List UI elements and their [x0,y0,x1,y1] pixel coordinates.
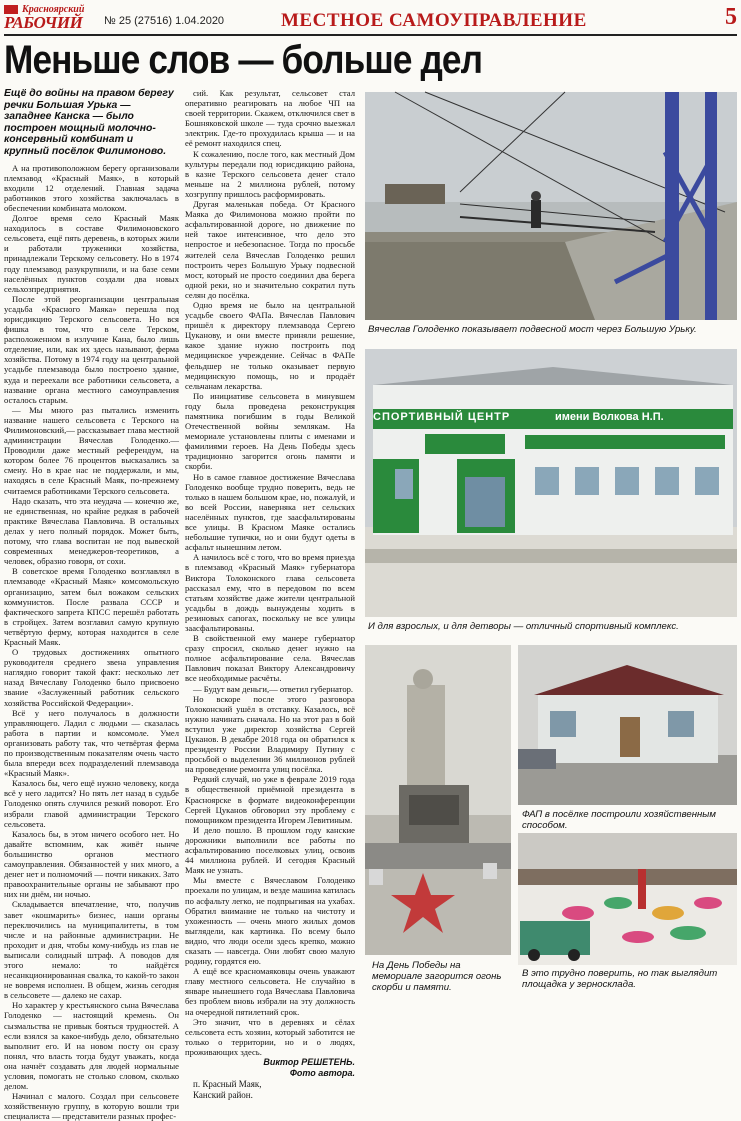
section-title: МЕСТНОЕ САМОУПРАВЛЕНИЕ [281,10,587,31]
column-1-paragraph: Но характер у крестьянского сына Вячеслава Голоденко — настоящий кремень. Он сызмальства не привык бояться трудностей. А если взялся за какое-нибудь дело, обязательно выполнит его. И на новом посту он сразу понял, что власть тогда будут уважать, когда она начнёт создавать для людей нормальные условия, помогать не столько словом, сколько делом. [4,1000,179,1092]
column-1-paragraph: Надо сказать, что эта неудача — конечно же, не единственная, но крайне редкая в рабочей практике Вячеслава Павловича. В остальных делах у него полный порядок. Может быть, потому, что глава воспитан не под вывеской современных менеджеров-теоретиков, а человек, образно говоря, от сохи. [4,495,179,567]
memorial-photo[interactable] [365,645,511,955]
photo-credit: Фото автора. [289,1068,355,1078]
sports-center-photo[interactable] [365,349,737,617]
column-1-paragraph: Казалось бы, в этом ничего особого нет. Но давайте вспомним, как живёт нынче большинство органов местного самоуправления. Обязанностей у них много, а денег нет и полномочий — почти никаких. Зато правоохранительные органы не забывают про них ни днём, ни ночью. [4,828,179,900]
column-2-paragraph: Одно время не было на центральной усадьбе своего ФАПа. Вячеслав Павлович пришёл к директору племзавода Сергею Цуканову, и они вместе приняли решение, какое здание нужно построить под медицинское учреждение. Сейчас в ФАПе фельдшер не только оказывает первую медицинскую помощь, но и продаёт сельчанам лекарства. [185,299,355,391]
article-lead: Ещё до войны на правом берегу речки Большая Урька — западнее Канска — было построен мощный молочно-консервный комбинат и крупный посёлок Филимоново. [4,88,174,157]
playground-caption: В это трудно поверить, но так выглядит площадка у зерносклада. [522,968,718,990]
column-2-paragraph: По инициативе сельсовета в минувшем году была проведена реконструкция памятника погибшим в годы Великой Отечественной войны землякам. На мемориале установлены плиты с именами и фамилиями героев. На День Победы здесь традиционно загорится огонь памяти и скорби. [185,390,355,472]
column-1-paragraph: Казалось бы, чего ещё нужно человеку, когда всё у него ладится? Но пять лет назад в судьбе Голоденко опять случился резкий поворот. Его избрали главой администрации Терского сельсовета. [4,778,179,829]
column-2-paragraph: Мы вместе с Вячеславом Голоденко проехали по улицам, и везде машина катилась по асфальту легко, не подпрыгивая на ухабах. Обратил внимание не только на чистоту и ухоженность — очень много жилых домов выглядели, как картинка. По всему было видно, что люди осели здесь крепко, можно сказать — навсегда. Они любят свою малую родину, гордятся ею. [185,875,355,967]
sports-sign-right: имени Волкова Н.П. [555,411,664,423]
sports-sign-left: СПОРТИВНЫЙ ЦЕНТР [373,411,511,423]
column-1-paragraph: О трудовых достижениях опытного руководителя среднего звена управления наглядно говорит такой факт: несколько лет назад Вячеславу Голоденко было присвоено звание «Заслуженный работник сельского хозяйства Российской Федерации». [4,647,179,708]
column-2-paragraph: сий. Как результат, сельсовет стал оперативно реагировать на любое ЧП на своей территории. Скажем, отключился свет в Бошняковской школе — туда срочно выезжал электрик. Где-то прохудилась крыша — и на её ремонт находился спец. [185,88,355,149]
article-column-2 [185,88,355,1100]
logo-line2: РАБОЧИЙ [4,13,83,32]
masthead [4,4,737,34]
column-2-body [185,88,355,1057]
bridge-photo[interactable] [365,92,737,320]
column-1-paragraph: — Мы много раз пытались изменить название нашего сельсовета с Терского на Филимоновский,— рассказывает глава местной администрации Вячеслав Голоденко.— Проводили даже местный референдум, на котором более 76 процентов высказались за смену. Но в крае нас не поддержали, и мы, находясь в селе Красный Маяк, по-прежнему считаемся работниками Терского сельсовета. [4,404,179,496]
article-headline: Меньше слов — больше дел [4,38,483,82]
article-column-1 [4,88,179,1121]
column-2-paragraph: А начилось всё с того, что во время приезда в племзавод «Красный Маяк» губернатора Виктора Толоконского глава сельсовета рассказал ему, что в передовом по всем статьям хозяйстве даже жители центральной усадьбы в дождь вынуждены ходить в резиновых сапогах, поскольку не все улицы заасфальтированы. [185,552,355,633]
column-2-paragraph: Другая маленькая победа. От Красного Маяка до Филимонова можно пройти по асфальтированной дороге, но движение по ней такое интенсивное, что дело это непростое и небезопасное. Тогда по просьбе жителей села Вячеслав Голоденко решил построить через Большую Урьку подвесной мост, который не просто соединил два берега одной реки, но и значительно сократил путь селян до посёлка. [185,199,355,300]
column-1-paragraph: Всё у него получалось в должности управляющего. Ладил с людьми — сказалась работа в партии и комсомоле. Умел организовать работу так, что четвёртая ферма по производственным показателям очень часто была впереди всех подразделений племзавода «Красный Маяк». [4,707,179,779]
fap-caption: ФАП в посёлке построили хозяйственным способом. [522,809,716,831]
column-1-paragraph: А на противоположном берегу организовали племзавод «Красный Маяк», в который входили 12 отделений. Главная задача работников этого хозяйства заключалась в обеспечении комбината молоком. [4,162,179,213]
fap-photo[interactable] [518,645,737,805]
logo-line1: Красноярский [22,4,85,15]
column-2-paragraph: А ещё все красномаяковцы очень уважают главу местного сельсовета. Не случайно в январе нынешнего года Вячеслава Павловича без проблем вновь избрали на эту должность на очередной пятилетний срок. [185,966,355,1017]
column-2-paragraph: — Будут вам деньги,— ответил губернатор. [193,683,354,694]
bridge-caption: Вячеслав Голоденко показывает подвесной мост через Большую Урьку. [368,324,697,335]
playground-photo[interactable] [518,833,737,965]
column-2-paragraph: К сожалению, после того, как местный Дом культуры передали под юрисдикцию района, в казне Терского сельсовета денег стало меньше на 2 миллиона рублей, потому хозгруппу пришлось расформировать. [185,148,355,199]
column-1-paragraph: После этой реорганизации центральная усадьба «Красного Маяка» перешла под юрисдикцию Терского сельсовета. Но вся фишка в том, что в селе Терском, расположенном в излучине Кана, было лишь отделение, или, как их здесь называют, ферма хозяйства. Потому в 1974 году на центральной усадьбе племзавода было построено здание, куда и переехали все работники сельсовета, а название органа местного самоуправления осталось старым. [4,293,179,405]
column-2-paragraph: И дело пошло. В прошлом году канские дорожники выполнили все работы по асфальтированию поселковых улиц, освоив 44 миллиона рублей. И сегодня Красный Маяк не узнать. [185,824,355,876]
issue-info: № 25 (27516) 1.04.2020 [104,15,225,27]
column-2-paragraph: Но вскоре после этого разговора Толоконский ушёл в отставку. Казалось, всё нужно начинать сначала. Но на этот раз в бой вступил уже директор хозяйства Сергей Цуканов. В декабре 2018 года он обратился к президенту России Владимиру Путину с просьбой о выделении 36 миллионов рублей на проведение ремонта улиц посёлка. [185,693,355,775]
column-1-paragraph: В советское время Голоденко возглавлял в племзаводе «Красный Маяк» комсомольскую организацию, затем был вожаком сельских коммунистов. После развала СССР и фактического запрета КПСС перешёл работать в стройцех. Затем возглавил самую крупную четвёртую ферму, которая находится в селе Красный Маяк. [4,566,179,647]
page-number: 5 [725,4,737,30]
column-1-paragraph: Складывается впечатление, что, получив завет «кошмарить» бизнес, наши органы переключились на муниципалитеты, в том числе и на районные администрации. Не проходит и дня, чтобы кому-нибудь из глав не выписали солидный штраф. А поводов для этого немало: то найдётся несанкционированная свалка, то какой-то закон не вовремя исполнен. В общем, жизнь сегодня в сельсовете — далеко не сахар. [4,899,179,1001]
masthead-rule [4,34,737,36]
memorial-caption: На День Победы на мемориале загорится огонь скорби и памяти. [372,960,502,993]
column-1-paragraph: Начинал с малого. Создал при сельсовете хозяйственную группу, в которую вошли три специалиста — представители разных профес- [4,1091,179,1121]
newspaper-logo[interactable] [4,4,102,34]
dateline-district: Канский район. [193,1090,253,1100]
column-2-paragraph: Но в самое главное достижение Вячеслава Голоденко вообще трудно поверить, ведь не только в нашем большом крае, но, пожалуй, и во всей России, наверняка нет сельских населённых пунктов, где заасфальтированы все улицы. В Красном Маяке остались небольшие тупички, но и они будут одеты в асфальт нынешним летом. [185,471,355,553]
dateline-place: п. Красный Маяк, [193,1079,262,1089]
column-1-body [4,163,179,1121]
column-2-paragraph: Редкий случай, но уже в феврале 2019 года в общественной приёмной президента в Красноярске в формате видеоконференции Сергей Цуканов обговорил эту проблему с помощником президента Игорем Левитиным. [185,774,355,825]
sports-caption: И для взрослых, и для детворы — отличный спортивный комплекс. [368,621,679,632]
author-signature: Виктор РЕШЕТЕНЬ. [263,1057,355,1067]
column-2-paragraph: В свойственной ему манере губернатор сразу спросил, сколько денег нужно на полное асфальтирование села. Вячеслав Павлович показал Виктору Александровичу все необходимые расчёты. [185,633,355,684]
column-2-paragraph: Это значит, что в деревнях и сёлах сельсовета есть хозяин, который заботится не только о территории, но и о людях, проживающих здесь. [185,1016,355,1057]
column-1-paragraph: Долгое время село Красный Маяк находилось в составе Филимоновского сельсовета, ещё пять деревень, в которых жили и работали труженики хозяйства, принадлежали Терскому сельсовету. Но в 1974 году племзавод разукрупнили, и на базе семи населённых пунктов создали два новых сельхозпредприятия. [4,213,179,294]
